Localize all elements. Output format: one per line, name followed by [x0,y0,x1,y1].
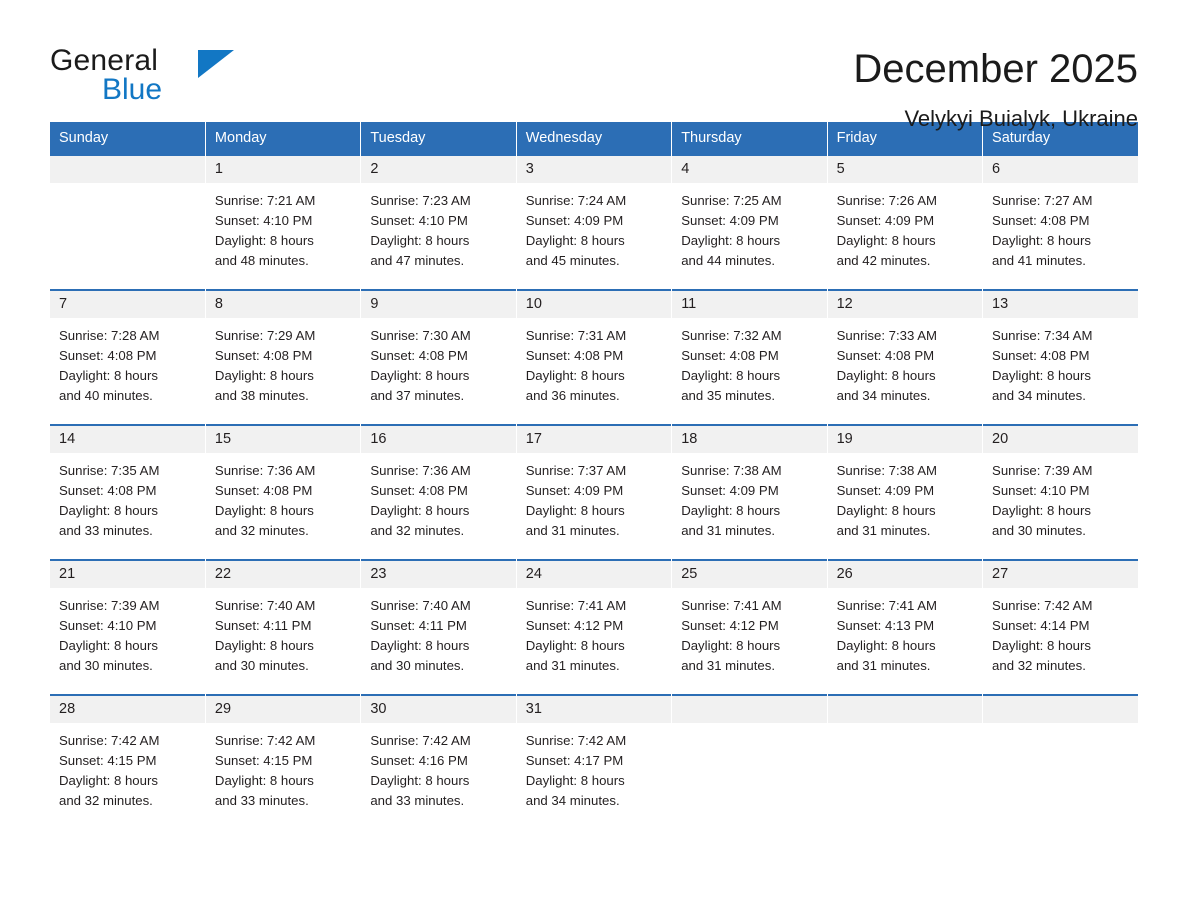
day-details [983,453,1138,559]
day-details [206,183,360,289]
day-detail-line: Daylight: 8 hours [992,638,1091,653]
day-number: 28 [50,694,205,723]
day-details [206,588,360,694]
day-detail-line: Sunrise: 7:35 AM [59,463,160,478]
calendar-day-cell [672,289,827,424]
day-detail-line: Sunset: 4:11 PM [370,618,467,633]
day-detail-line: Sunset: 4:08 PM [214,348,313,363]
day-detail-line: Daylight: 8 hours [681,503,781,518]
day-detail-line: Sunrise: 7:24 AM [525,193,627,208]
day-detail-line: Daylight: 8 hours [681,368,781,383]
calendar-day-cell [50,694,205,829]
day-number: 13 [983,289,1138,318]
day-detail-line: Sunset: 4:08 PM [59,483,157,498]
calendar-week-row [50,694,1138,829]
day-detail-line: and 31 minutes. [836,658,931,673]
calendar-day-cell [983,289,1138,424]
calendar-week-row [50,559,1138,694]
day-number: 20 [983,424,1138,453]
calendar-day-cell [361,289,516,424]
day-number: 25 [672,559,826,588]
logo-triangle-icon [198,50,234,78]
day-details [828,183,982,289]
day-detail-line: Sunrise: 7:37 AM [525,463,627,478]
day-detail-line: Sunrise: 7:42 AM [59,733,160,748]
day-detail-line: Daylight: 8 hours [681,233,781,248]
day-detail-line: and 36 minutes. [525,388,620,403]
day-detail-line: Sunset: 4:12 PM [525,618,624,633]
day-detail-line: Sunset: 4:15 PM [214,753,313,768]
day-number: 30 [361,694,515,723]
day-number: 17 [517,424,671,453]
day-details [50,183,205,279]
page-title: December 2025 [853,47,1138,91]
calendar-day-cell [205,694,360,829]
day-number: 27 [983,559,1138,588]
day-detail-line: Sunrise: 7:23 AM [370,193,471,208]
calendar-day-cell [205,424,360,559]
day-detail-line: Daylight: 8 hours [836,638,936,653]
location-subtitle: Velykyi Buialyk, Ukraine [904,106,1138,131]
day-detail-line: Sunrise: 7:42 AM [992,598,1093,613]
day-details [50,723,205,829]
day-detail-line: Sunset: 4:09 PM [525,213,624,228]
calendar-day-cell [672,154,827,289]
day-detail-line: Sunrise: 7:36 AM [370,463,471,478]
day-detail-line: and 40 minutes. [59,388,153,403]
day-detail-line: Sunset: 4:10 PM [214,213,313,228]
weekday-header-thursday: Thursday [672,122,827,154]
day-details [50,588,205,694]
day-detail-line: and 30 minutes. [370,658,465,673]
day-details [517,318,671,424]
day-details [672,723,826,819]
calendar-day-cell [361,559,516,694]
day-number: 3 [517,154,671,183]
day-details [361,723,515,829]
day-detail-line: and 31 minutes. [681,658,776,673]
day-details [672,318,826,424]
day-detail-line: and 33 minutes. [214,793,309,808]
day-details [983,183,1138,289]
day-number: 29 [206,694,360,723]
day-details [983,318,1138,424]
day-detail-line: Daylight: 8 hours [836,233,936,248]
day-detail-line: and 47 minutes. [370,253,465,268]
calendar-day-cell [516,424,671,559]
day-detail-line: Sunrise: 7:42 AM [525,733,627,748]
day-detail-line: Sunset: 4:15 PM [59,753,157,768]
day-detail-line: and 35 minutes. [681,388,776,403]
calendar-empty-cell [983,694,1138,829]
calendar-week-row [50,424,1138,559]
logo-text-blue: Blue [102,73,163,106]
day-details [672,183,826,289]
day-detail-line: Sunrise: 7:34 AM [992,328,1093,343]
day-detail-line: Daylight: 8 hours [370,503,470,518]
day-detail-line: Sunrise: 7:42 AM [214,733,316,748]
day-detail-line: Sunrise: 7:29 AM [214,328,316,343]
calendar-week-row [50,154,1138,289]
day-detail-line: Daylight: 8 hours [59,368,158,383]
calendar-day-cell [361,694,516,829]
weekday-header-friday: Friday [827,122,982,154]
day-number: 6 [983,154,1138,183]
day-detail-line: Sunrise: 7:32 AM [681,328,782,343]
calendar-day-cell [827,424,982,559]
calendar-empty-cell [672,694,827,829]
calendar-day-cell [205,289,360,424]
day-details [672,453,826,559]
day-number: 18 [672,424,826,453]
day-detail-line: Daylight: 8 hours [525,368,625,383]
day-number: 23 [361,559,515,588]
logo-text-general: General [50,44,159,77]
day-detail-line: and 48 minutes. [214,253,309,268]
calendar-day-cell [672,559,827,694]
calendar-day-cell [205,559,360,694]
page-header [50,0,1138,131]
day-detail-line: Sunrise: 7:41 AM [681,598,782,613]
sunrise-sunset-calendar [50,122,1138,829]
weekday-header-sunday: Sunday [50,122,205,154]
day-detail-line: and 32 minutes. [370,523,465,538]
day-details [672,588,826,694]
day-details [828,318,982,424]
weekday-header-wednesday: Wednesday [516,122,671,154]
day-details [361,318,515,424]
day-detail-line: and 37 minutes. [370,388,465,403]
calendar-day-cell [827,559,982,694]
day-detail-line: Daylight: 8 hours [525,233,625,248]
day-detail-line: Sunrise: 7:39 AM [59,598,160,613]
day-detail-line: and 42 minutes. [836,253,931,268]
weekday-header-monday: Monday [205,122,360,154]
day-detail-line: Sunset: 4:09 PM [525,483,624,498]
day-detail-line: Sunrise: 7:41 AM [836,598,938,613]
day-detail-line: Sunrise: 7:38 AM [681,463,782,478]
day-detail-line: Sunrise: 7:26 AM [836,193,938,208]
day-number [828,694,982,723]
day-detail-line: Sunset: 4:12 PM [681,618,779,633]
day-detail-line: and 30 minutes. [214,658,309,673]
day-detail-line: Daylight: 8 hours [992,233,1091,248]
day-detail-line: Sunrise: 7:40 AM [214,598,316,613]
day-detail-line: Sunset: 4:09 PM [836,213,935,228]
day-detail-line: Daylight: 8 hours [59,773,158,788]
day-details [50,318,205,424]
general-blue-logo [50,44,240,114]
day-number: 21 [50,559,205,588]
day-detail-line: Daylight: 8 hours [836,368,936,383]
day-detail-line: Sunset: 4:09 PM [681,213,779,228]
day-detail-line: and 34 minutes. [525,793,620,808]
day-detail-line: and 31 minutes. [525,523,620,538]
day-number: 12 [828,289,982,318]
day-detail-line: Daylight: 8 hours [214,503,314,518]
day-number: 10 [517,289,671,318]
day-number: 26 [828,559,982,588]
day-detail-line: Sunrise: 7:40 AM [370,598,471,613]
calendar-day-cell [516,559,671,694]
day-detail-line: Sunset: 4:08 PM [992,213,1090,228]
day-details [517,588,671,694]
day-detail-line: Sunrise: 7:42 AM [370,733,471,748]
day-detail-line: Daylight: 8 hours [681,638,781,653]
day-details [828,588,982,694]
day-detail-line: Daylight: 8 hours [525,503,625,518]
day-number: 9 [361,289,515,318]
day-number [983,694,1138,723]
day-detail-line: Daylight: 8 hours [836,503,936,518]
day-detail-line: Daylight: 8 hours [59,503,158,518]
calendar-day-cell [516,154,671,289]
calendar-day-cell [827,289,982,424]
day-number: 7 [50,289,205,318]
weekday-header-saturday: Saturday [983,122,1138,154]
day-detail-line: Daylight: 8 hours [992,503,1091,518]
day-details [206,318,360,424]
calendar-day-cell [516,289,671,424]
calendar-empty-cell [827,694,982,829]
day-number: 1 [206,154,360,183]
day-detail-line: and 38 minutes. [214,388,309,403]
day-detail-line: Sunset: 4:09 PM [836,483,935,498]
day-detail-line: Sunset: 4:08 PM [214,483,313,498]
day-details [361,588,515,694]
day-number: 14 [50,424,205,453]
day-detail-line: Daylight: 8 hours [370,233,470,248]
day-detail-line: Sunrise: 7:28 AM [59,328,160,343]
day-details [828,453,982,559]
day-number [672,694,826,723]
day-detail-line: Sunset: 4:11 PM [214,618,312,633]
day-detail-line: and 34 minutes. [836,388,931,403]
day-detail-line: Daylight: 8 hours [370,368,470,383]
day-details [361,453,515,559]
calendar-day-cell [827,154,982,289]
day-detail-line: Sunrise: 7:33 AM [836,328,938,343]
day-detail-line: Daylight: 8 hours [525,773,625,788]
day-detail-line: Sunset: 4:10 PM [992,483,1090,498]
day-details [517,723,671,829]
day-detail-line: Sunset: 4:10 PM [370,213,468,228]
day-number: 4 [672,154,826,183]
calendar-day-cell [50,559,205,694]
day-details [50,453,205,559]
title-block [853,44,1138,132]
day-detail-line: and 31 minutes. [836,523,931,538]
calendar-day-cell [50,424,205,559]
day-detail-line: and 33 minutes. [59,523,153,538]
day-detail-line: Sunset: 4:17 PM [525,753,624,768]
calendar-day-cell [672,424,827,559]
day-detail-line: Daylight: 8 hours [370,638,470,653]
day-details [983,723,1138,819]
day-detail-line: Sunset: 4:14 PM [992,618,1090,633]
day-detail-line: Daylight: 8 hours [370,773,470,788]
calendar-day-cell [361,424,516,559]
day-details [517,183,671,289]
day-detail-line: Daylight: 8 hours [214,368,314,383]
calendar-day-cell [361,154,516,289]
day-number: 16 [361,424,515,453]
day-detail-line: Sunset: 4:10 PM [59,618,157,633]
day-detail-line: Sunrise: 7:31 AM [525,328,627,343]
day-detail-line: Daylight: 8 hours [214,233,314,248]
calendar-week-row [50,289,1138,424]
day-detail-line: Sunrise: 7:39 AM [992,463,1093,478]
calendar-empty-cell [50,154,205,289]
day-number: 2 [361,154,515,183]
day-detail-line: and 31 minutes. [681,523,776,538]
day-detail-line: and 30 minutes. [992,523,1086,538]
day-detail-line: and 41 minutes. [992,253,1086,268]
day-detail-line: Sunrise: 7:41 AM [525,598,627,613]
day-number: 31 [517,694,671,723]
day-detail-line: Daylight: 8 hours [214,773,314,788]
day-detail-line: and 30 minutes. [59,658,153,673]
day-number: 22 [206,559,360,588]
day-detail-line: Sunrise: 7:38 AM [836,463,938,478]
day-detail-line: Daylight: 8 hours [59,638,158,653]
day-detail-line: Sunset: 4:16 PM [370,753,468,768]
calendar-day-cell [983,424,1138,559]
day-number [50,154,205,183]
day-detail-line: Sunrise: 7:30 AM [370,328,471,343]
day-detail-line: Sunset: 4:09 PM [681,483,779,498]
day-detail-line: Sunset: 4:08 PM [370,483,468,498]
calendar-day-cell [205,154,360,289]
calendar-day-cell [50,289,205,424]
day-detail-line: and 45 minutes. [525,253,620,268]
day-number: 5 [828,154,982,183]
day-details [517,453,671,559]
day-number: 8 [206,289,360,318]
day-detail-line: Daylight: 8 hours [214,638,314,653]
day-detail-line: and 32 minutes. [59,793,153,808]
day-detail-line: and 33 minutes. [370,793,465,808]
day-detail-line: Daylight: 8 hours [525,638,625,653]
day-detail-line: Daylight: 8 hours [992,368,1091,383]
day-detail-line: Sunset: 4:08 PM [681,348,779,363]
day-detail-line: Sunrise: 7:36 AM [214,463,316,478]
day-details [206,453,360,559]
day-detail-line: Sunset: 4:08 PM [525,348,624,363]
calendar-day-cell [983,154,1138,289]
calendar-body [50,154,1138,829]
day-detail-line: Sunset: 4:08 PM [836,348,935,363]
day-detail-line: Sunset: 4:08 PM [992,348,1090,363]
day-number: 24 [517,559,671,588]
day-detail-line: and 32 minutes. [992,658,1086,673]
day-detail-line: Sunrise: 7:27 AM [992,193,1093,208]
day-detail-line: Sunrise: 7:21 AM [214,193,316,208]
calendar-day-cell [516,694,671,829]
day-detail-line: and 44 minutes. [681,253,776,268]
day-detail-line: Sunset: 4:08 PM [370,348,468,363]
day-number: 15 [206,424,360,453]
day-detail-line: and 31 minutes. [525,658,620,673]
day-details [828,723,982,819]
day-details [983,588,1138,694]
calendar-day-cell [983,559,1138,694]
day-details [206,723,360,829]
weekday-header-tuesday: Tuesday [361,122,516,154]
day-details [361,183,515,289]
day-detail-line: Sunrise: 7:25 AM [681,193,782,208]
day-detail-line: and 32 minutes. [214,523,309,538]
day-detail-line: Sunset: 4:13 PM [836,618,935,633]
day-number: 11 [672,289,826,318]
day-detail-line: Sunset: 4:08 PM [59,348,157,363]
day-detail-line: and 34 minutes. [992,388,1086,403]
day-number: 19 [828,424,982,453]
